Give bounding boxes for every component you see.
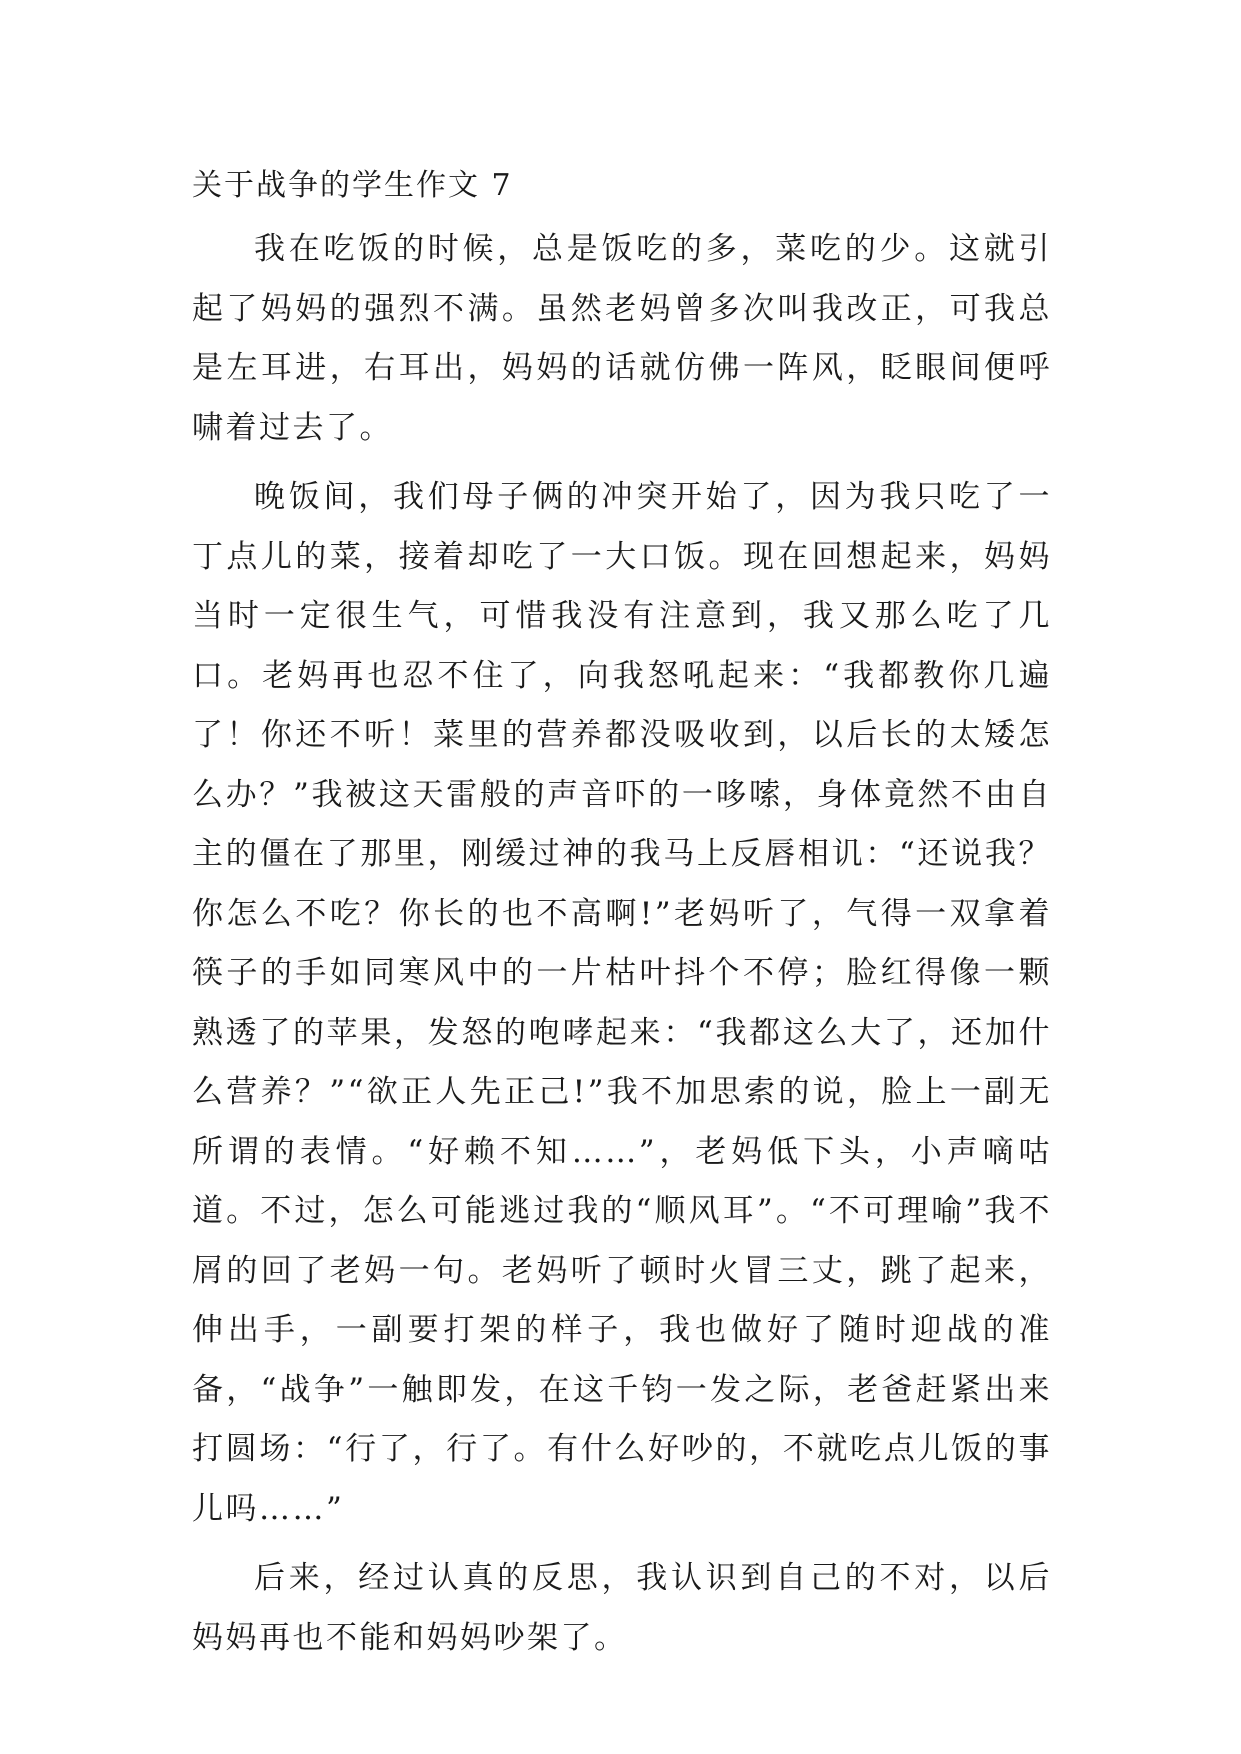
document-title: 关于战争的学生作文 7 xyxy=(192,168,513,203)
paragraph-2: 晚饭间，我们母子俩的冲突开始了，因为我只吃了一丁点儿的菜，接着却吃了一大口饭。现在回想起来，妈妈当时一定很生气，可惜我没有注意到，我又那么吃了几口。老妈再也忍不住了，向我怒吼起来：“我都教你几遍了！你还不听！菜里的营养都没吸收到，以后长的太矮怎么办？”我被这天雷般的声音吓的一哆嗦，身体竟然不由自主的僵在了那里，刚缓过神的我马上反唇相讥：“还说我？你怎么不吃？你长的也不高啊!”老妈听了，气得一双拿着筷子的手如同寒风中的一片枯叶抖个不停；脸红得像一颗熟透了的苹果，发怒的咆哮起来：“我都这么大了，还加什么营养？”“欲正人先正己!”我不加思索的说，脸上一副无所谓的表情。“好赖不知……”，老妈低下头，小声嘀咕道。不过，怎么可能逃过我的“顺风耳”。“不可理喻”我不屑的回了老妈一句。老妈听了顿时火冒三丈，跳了起来，伸出手，一副要打架的样子，我也做好了随时迎战的准备，“战争”一触即发，在这千钧一发之际，老爸赶紧出来打圆场：“行了，行了。有什么好吵的，不就吃点儿饭的事儿吗……” xyxy=(192,479,1052,1527)
paragraph-3: 后来，经过认真的反思，我认识到自己的不对，以后妈妈再也不能和妈妈吵架了。 xyxy=(192,1560,1052,1656)
paragraph-1: 我在吃饭的时候，总是饭吃的多，菜吃的少。这就引起了妈妈的强烈不满。虽然老妈曾多次叫我改正，可我总是左耳进，右耳出，妈妈的话就仿佛一阵风，眨眼间便呼啸着过去了。 xyxy=(192,231,1052,446)
document-body xyxy=(192,164,1052,1678)
